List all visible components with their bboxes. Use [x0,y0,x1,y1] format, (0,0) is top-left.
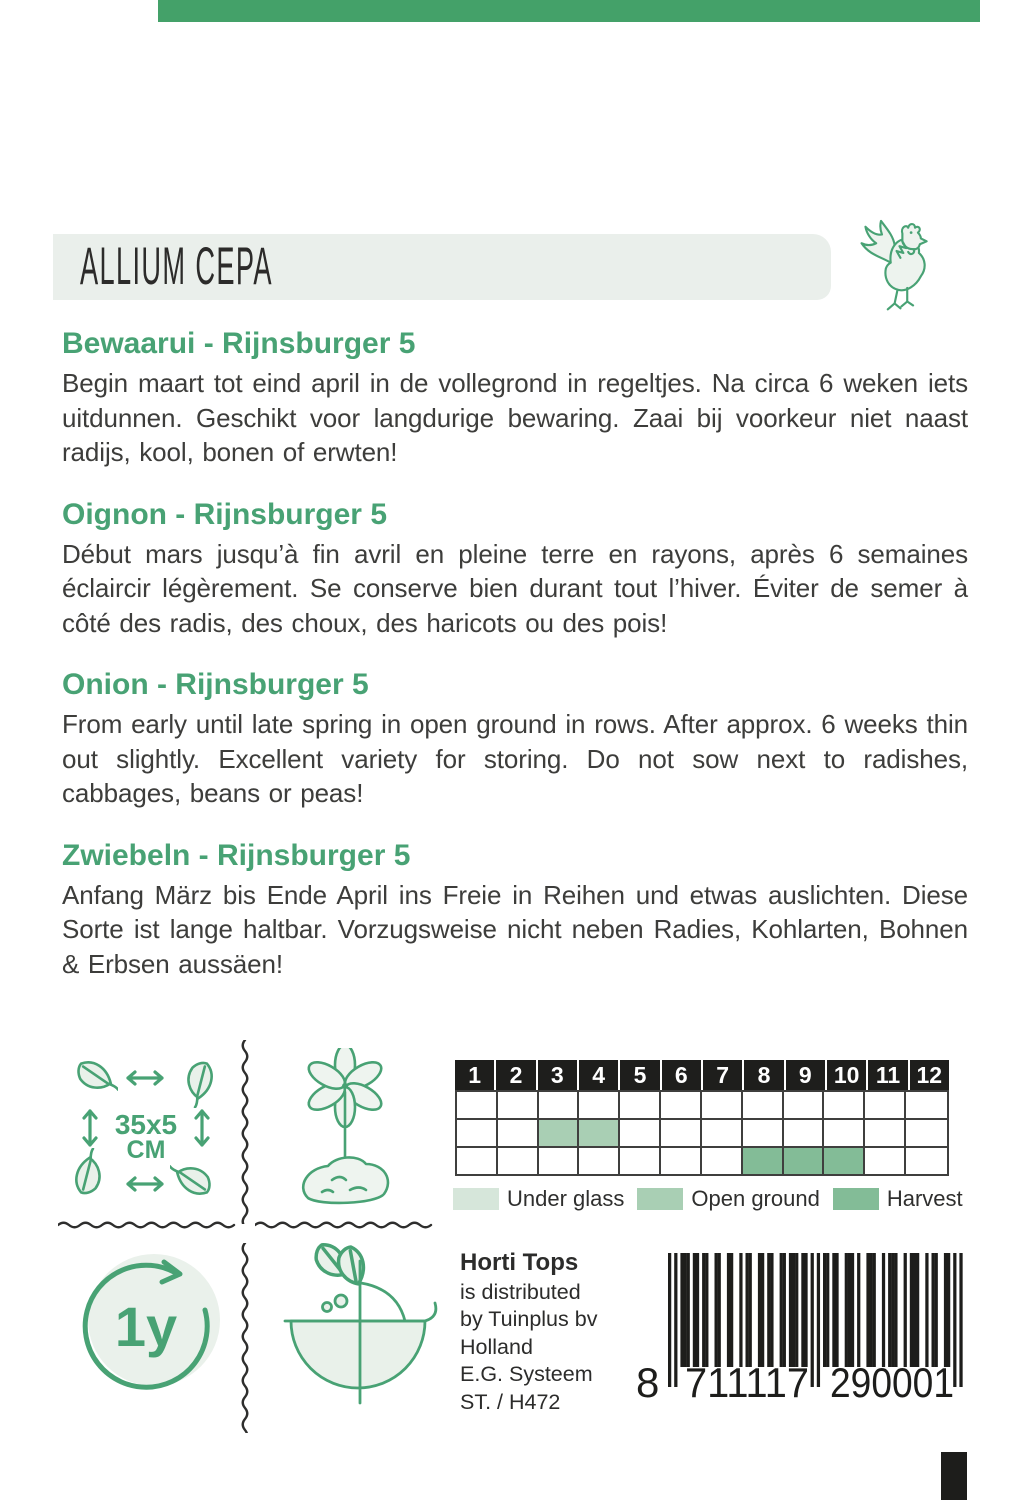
calendar-row-open-ground [457,1120,947,1148]
divider-wave-horizontal [58,1220,236,1232]
print-registration-mark [941,1452,967,1500]
barcode [628,1250,973,1402]
calendar-cell [824,1092,865,1118]
calendar-cell [661,1092,702,1118]
seedling-icon [288,1048,400,1208]
calendar-cell [784,1120,825,1146]
calendar-cell [539,1092,580,1118]
section-heading: Bewaarui - Rijnsburger 5 [62,327,416,360]
top-color-bar [158,0,980,22]
calendar-cell [906,1120,947,1146]
calendar-cell [579,1148,620,1174]
calendar-cell [498,1148,539,1174]
legend-swatch [833,1188,879,1210]
calendar-cell [661,1120,702,1146]
calendar-cell [824,1120,865,1146]
calendar-cell [824,1148,865,1174]
sowing-calendar [455,1060,949,1176]
section-dutch [62,328,968,470]
calendar-row-under-glass [457,1092,947,1120]
calendar-month-header: 7 [703,1060,742,1090]
calendar-cell [702,1120,743,1146]
storage-duration-icon [68,1246,230,1418]
calendar-body [455,1090,949,1176]
harvest-bowl-icon [283,1243,438,1418]
calendar-cell [539,1148,580,1174]
distributor-line: by Tuinplus bv [460,1307,598,1332]
calendar-cell [579,1092,620,1118]
rooster-icon [850,218,946,320]
calendar-month-header: 12 [910,1060,949,1090]
section-heading: Oignon - Rijnsburger 5 [62,497,388,531]
species-title: ALLIUM CEPA [80,237,273,297]
calendar-cell [702,1148,743,1174]
calendar-cell [784,1148,825,1174]
calendar-cell [579,1120,620,1146]
calendar-month-header: 3 [538,1060,577,1090]
calendar-cell [620,1120,661,1146]
calendar-cell [784,1092,825,1118]
legend-label: Harvest [886,1186,963,1211]
calendar-month-header: 8 [744,1060,783,1090]
divider-wave-horizontal [255,1220,433,1232]
calendar-cell [702,1092,743,1118]
calendar-row-harvest [457,1148,947,1174]
calendar-month-header: 9 [786,1060,825,1090]
horizontal-arrow-icon [123,1068,167,1088]
calendar-header-row [455,1060,949,1090]
vertical-arrow-icon [80,1106,100,1150]
calendar-cell [743,1092,784,1118]
calendar-cell [661,1148,702,1174]
calendar-cell [865,1148,906,1174]
calendar-legend [453,1186,963,1212]
legend-label: Open ground [691,1186,820,1211]
legend-swatch [453,1188,499,1210]
calendar-cell [457,1092,498,1118]
calendar-month-header: 10 [827,1060,866,1090]
barcode-digit-group: 711117 [685,1359,809,1402]
calendar-cell [457,1148,498,1174]
divider-wave-vertical [240,1243,252,1433]
legend-item [833,1186,963,1212]
calendar-cell [498,1092,539,1118]
calendar-month-header: 6 [662,1060,701,1090]
leaf-icon [70,1056,118,1108]
calendar-month-header: 1 [455,1060,494,1090]
distributor-info [460,1249,640,1416]
storage-duration-label: 1y [114,1295,178,1358]
barcode-digit-group: 8 [636,1359,660,1402]
calendar-cell [865,1092,906,1118]
calendar-cell [620,1092,661,1118]
section-body: From early until late spring in open ground in rows. After approx. 6 weeks thin out slightly. Excellent variety for storing. Do not sow next to radishes, cabbages, beans or peas! [62,709,968,808]
legend-item [453,1186,624,1212]
description-sections [62,328,968,1010]
section-body: Début mars jusqu’à fin avril en pleine terre en rayons, après 6 semaines éclaircir légèrement. Se conserve bien durant tout l’hiver. Éviter de semer à côté des radis, des choux, des haricots ou des pois! [62,538,968,638]
section-english [62,669,968,811]
section-body: Anfang März bis Ende April ins Freie in Reihen und etwas auslichten. Diese Sorte ist lange haltbar. Vorzugsweise nicht neben Radies, Kohlarten, Bohnen & Erbsen aussäen! [62,879,968,979]
calendar-month-header: 5 [620,1060,659,1090]
calendar-cell [906,1148,947,1174]
barcode-digit-group: 290001 [830,1359,954,1402]
calendar-month-header: 11 [868,1060,907,1090]
calendar-cell [865,1120,906,1146]
divider-wave-vertical [240,1040,252,1224]
distributor-line: is distributed [460,1280,581,1304]
calendar-cell [743,1148,784,1174]
calendar-cell [743,1120,784,1146]
calendar-cell [539,1120,580,1146]
leaf-icon [170,1056,218,1108]
calendar-month-header: 4 [579,1060,618,1090]
calendar-cell [498,1120,539,1146]
calendar-cell [457,1120,498,1146]
distributor-line: Holland [460,1334,533,1359]
section-body: Begin maart tot eind april in de vollegrond in regeltjes. Na circa 6 weken iets uitdunnen. Geschikt voor langdurige bewaring. Zaai bij voorkeur niet naast radijs, kool, bonen of erwten! [62,368,968,467]
spacing-label: 35x5 CM [114,1109,178,1164]
calendar-cell [906,1092,947,1118]
vertical-arrow-icon [192,1106,212,1150]
calendar-cell [620,1148,661,1174]
legend-item [637,1186,819,1212]
distributor-line: ST. / H472 [460,1389,561,1414]
calendar-month-header: 2 [496,1060,535,1090]
distributor-name: Horti Tops [460,1249,579,1276]
horizontal-arrow-icon [123,1174,167,1194]
section-heading: Onion - Rijnsburger 5 [62,668,369,701]
section-heading: Zwiebeln - Rijnsburger 5 [62,838,411,872]
distributor-line: E.G. Systeem [460,1362,593,1387]
section-german [62,840,968,982]
legend-swatch [637,1188,683,1210]
section-french [62,499,968,641]
legend-label: Under glass [507,1186,625,1211]
